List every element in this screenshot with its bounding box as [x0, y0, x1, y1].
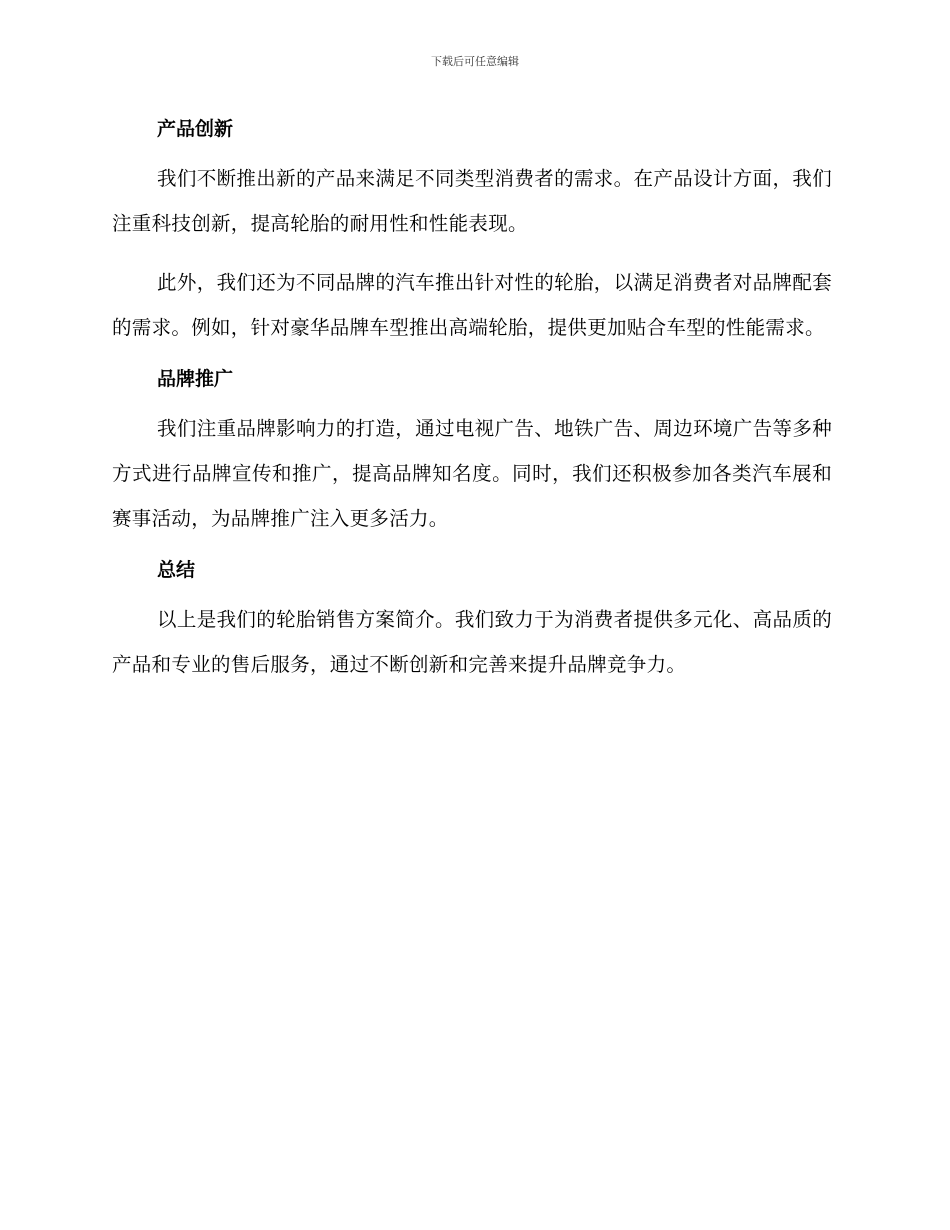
paragraph: 我们注重品牌影响力的打造，通过电视广告、地铁广告、周边环境广告等多种方式进行品牌宣传和推广，提高品牌知名度。同时，我们还积极参加各类汽车展和赛事活动，为品牌推广注入更多活力。: [112, 417, 832, 530]
paragraph: 此外，我们还为不同品牌的汽车推出针对性的轮胎，以满足消费者对品牌配套的需求。例如，针对豪华品牌车型推出高端轮胎，提供更加贴合车型的性能需求。: [112, 271, 832, 339]
section-heading-summary: 总结: [157, 559, 196, 581]
paragraph: 以上是我们的轮胎销售方案简介。我们致力于为消费者提供多元化、高品质的产品和专业的售后服务，通过不断创新和完善来提升品牌竞争力。: [112, 608, 832, 676]
section-heading-brand-promotion: 品牌推广: [157, 368, 234, 390]
section-heading-product-innovation: 产品创新: [157, 118, 234, 140]
paragraph: 我们不断推出新的产品来满足不同类型消费者的需求。在产品设计方面，我们注重科技创新，提高轮胎的耐用性和性能表现。: [112, 167, 832, 235]
page-header: 下载后可任意编辑: [431, 55, 519, 68]
document-body: [112, 114, 832, 687]
